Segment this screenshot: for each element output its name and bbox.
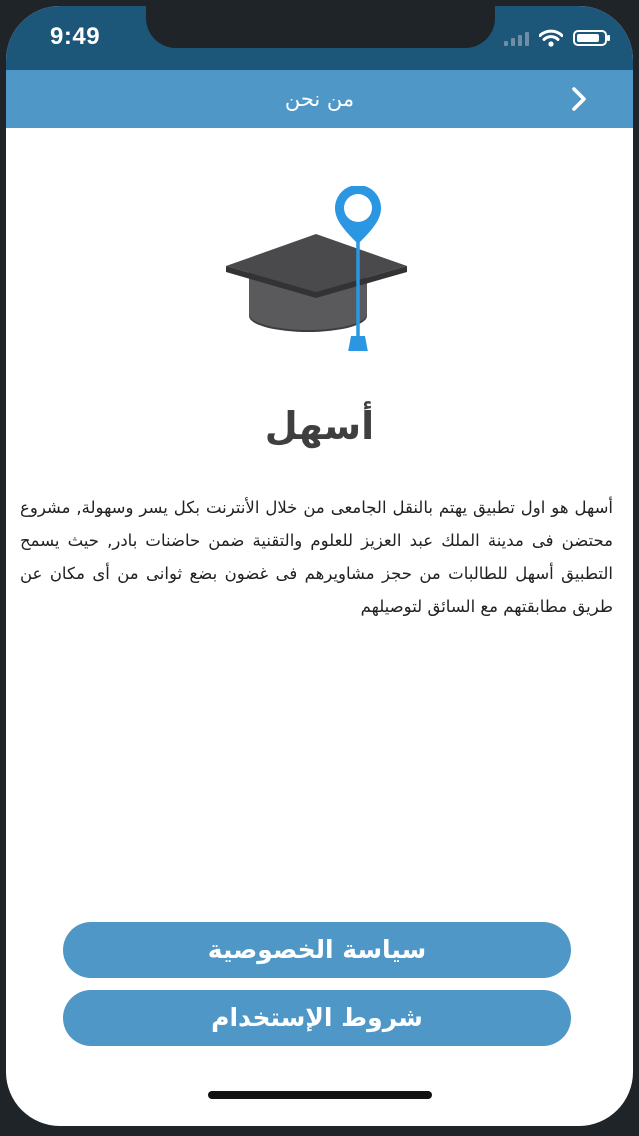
graduation-cap-pin-icon (221, 186, 411, 351)
battery-icon (573, 30, 607, 46)
app-name-heading: أسهل (264, 404, 375, 448)
status-icons (504, 26, 607, 50)
status-bar (6, 6, 633, 70)
about-description: أسهل هو اول تطبيق يهتم بالنقل الجامعى من خلال الأنترنت بكل يسر وسهولة, مشروع محتضن فى مدينة الملك عبد العزيز للعلوم والتقنية ضمن حاضنات بادر, حيث يسمح التطبيق أسهل للطالبات من حجز مشاويرهم فى غضون بضع ثوانى من أى مكان عن طريق مطابقتهم مع السائق لتوصيلهم (20, 498, 613, 616)
navigation-bar (6, 70, 633, 128)
privacy-policy-button[interactable]: سياسة الخصوصية (63, 922, 571, 978)
notch (146, 6, 495, 48)
wifi-icon (539, 29, 563, 47)
screen (6, 6, 633, 1126)
cellular-signal-icon (504, 30, 529, 46)
home-indicator[interactable] (208, 1091, 432, 1099)
chevron-right-icon[interactable] (565, 85, 593, 113)
battery-level (577, 34, 599, 42)
status-time: 9:49 (50, 23, 101, 50)
page-title: من نحن (284, 87, 355, 111)
terms-of-use-button[interactable]: شروط الإستخدام (63, 990, 571, 1046)
